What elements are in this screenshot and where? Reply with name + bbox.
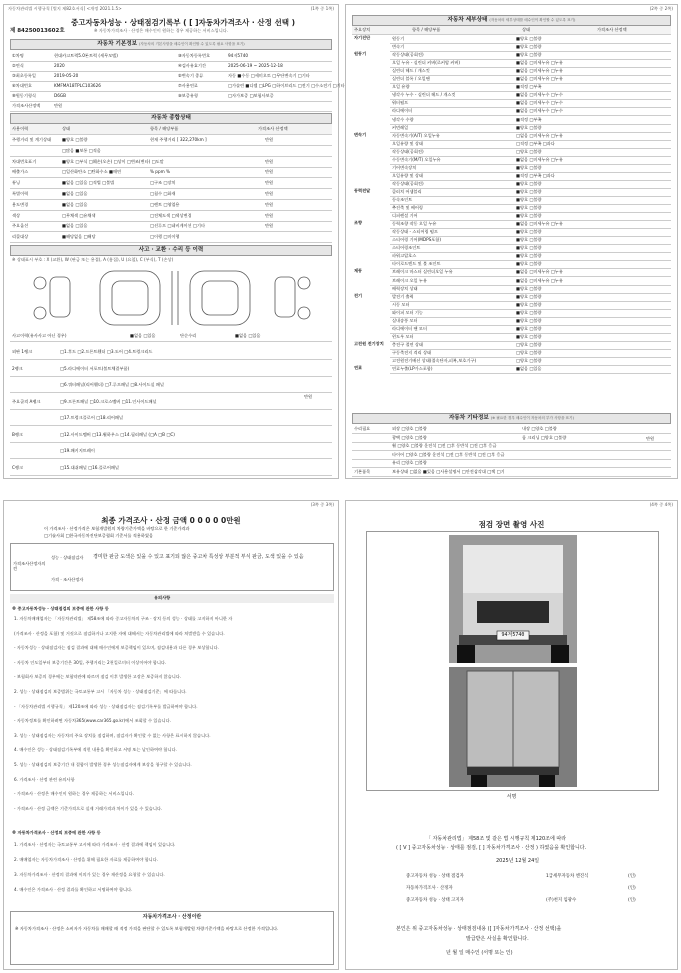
detail-state: ■없음 □미세누유 □누유 (516, 221, 563, 227)
col-device: 주요장치 (354, 27, 371, 32)
detail-state: ■양호 □불량 (516, 309, 542, 315)
appraiser-label: 가격 · 조사산정자 (51, 577, 84, 582)
overview-status: ■양호 □불량 (62, 137, 88, 142)
detail-part: 기어변속장치 (392, 164, 417, 170)
detail-part: 자동변속기(A/T) 오일누유 (392, 132, 440, 138)
detail-state: ■적정 □부족 □과다 (516, 172, 555, 178)
detail-group-label: 제동 (354, 268, 363, 274)
page-number: (3쪽 중 3쪽) (310, 502, 334, 507)
detail-part: 원동기 (392, 36, 405, 41)
col-status: 상태 (62, 126, 71, 131)
overview-price: 만원 (265, 201, 274, 207)
overview-price: 만원 (265, 137, 274, 142)
overview-item: □이행 □미이행 (150, 234, 180, 240)
detail-group-label: 원동기 (354, 51, 367, 57)
detail-state: ■적정 □부족 (516, 84, 542, 90)
detail-state: ■없음 □미세누유 □누유 (516, 269, 563, 275)
detail-state: ■양호 □불량 (516, 285, 542, 291)
detail-state: ■양호 □불량 (516, 180, 542, 186)
detail-state: ■양호 □불량 (516, 36, 542, 41)
rank-items: □15.대쉬패널 □16.플로어패널 (60, 464, 119, 470)
other-info-key: 수리필요 (354, 426, 371, 431)
detail-state: ■양호 □불량 (516, 229, 542, 235)
overview-title: 자동차 종합상태 (151, 115, 191, 121)
truck-front-image (449, 535, 577, 663)
page-title: 중고자동차성능 · 상태점검기록부 ( [ ]자동차가격조사 · 산정 선택 ) (70, 18, 296, 27)
detail-part: 클러치 어셈블리 (392, 188, 422, 194)
license-plate: 94저5740 (501, 632, 525, 638)
detail-state: □양호 □불량 (516, 349, 542, 355)
detail-title: 자동차 세부상태 (447, 17, 488, 23)
basic-info-value: D6GB (54, 93, 67, 98)
detail-state: ■없음 □미세누유 □누유 (516, 156, 563, 162)
price-explain-title: 자동차가격조사 · 산정이란 (142, 914, 202, 920)
detail-state: ■양호 □불량 (516, 325, 542, 331)
detail-state: ■없음 □미세누유 □누유 (516, 76, 563, 82)
detail-part: 발전기 출력 (392, 293, 414, 299)
detail-state: ■양호 □불량 (516, 261, 542, 267)
notice-item: 3. 성능 · 상태점검자는 자동차의 주요 장치를 점검하며, 점검자가 확인할 수 없는 사항은 표시하지 않습니다. (14, 732, 211, 738)
notice-title: 유의사항 (154, 595, 171, 600)
opinion-box (10, 543, 334, 591)
basic-info-key: ⑥차대번호 (12, 83, 32, 88)
other-info-a: 유리 □양호 □불량 (392, 460, 427, 466)
detail-state: ■양호 □불량 (516, 188, 542, 194)
overview-item: 현재 주행거리 [ 322,270km ] (150, 137, 207, 142)
accident-value: ■없음 □있음 (130, 333, 156, 338)
notice-item: 5. 성능 · 상태점검의 보증기간 내 결함이 발생한 경우 성능점검자에게 보상을 청구할 수 있습니다. (14, 762, 192, 767)
col-usage: 사용이력 (12, 126, 29, 131)
other-info-key: 기본품목 (354, 469, 371, 474)
notice-item: 6. 가격조사 · 산정 관련 유의사항 (14, 776, 75, 782)
overview-key: 튜닝 (12, 180, 21, 186)
detail-part: 라디에이터 (392, 108, 413, 114)
overview-key: 용도변경 (12, 201, 29, 207)
detail-group-label: 동력전달 (354, 187, 371, 193)
detail-group-label: 변속기 (354, 131, 367, 137)
detail-state: ■양호 □불량 (516, 237, 542, 243)
overview-price: 만원 (265, 158, 274, 164)
price-notice-title: ※ 자동차가격조사 · 산정의 보증에 관한 사항 등 (12, 830, 101, 835)
notice-item: - 자동차 인도일부터 보증기간은 30일, 주행거리는 2천킬로미터 이상이어야 합니다. (14, 659, 167, 665)
detail-part: 냉각수 수량 (392, 116, 414, 122)
detail-part: 실린더 헤드 / 개스킷 (392, 68, 430, 74)
detail-part: 오일 유량 (392, 84, 410, 90)
overview-status: ■없음 □있음 (62, 191, 88, 196)
overview-item: □침수 □화재 (150, 191, 176, 196)
signer-name: (주)천지 임광수 (546, 898, 577, 903)
page-1-header (8, 7, 334, 12)
detail-state: ■양호 □불량 (516, 164, 542, 170)
rank-row (10, 461, 332, 476)
overview-row (10, 167, 332, 178)
other-info-b: 룸 크리닝 □양호 □불량 (522, 434, 567, 440)
rank-row (10, 378, 332, 393)
basic-info-key: 가격조사산정액 (12, 103, 41, 108)
overview-key: 배출가스 (12, 169, 29, 175)
detail-part: 작동상태(공회전) (392, 52, 424, 58)
opinion-label: 가격조사산정자의견 (13, 561, 46, 571)
price-explain-text: ※ 자동차가격조사 · 산정은 소비자가 자동차를 매매할 때 적정 가격을 판단할 수 있도록 보험개발원 차량기준가액을 바탕으로 산정한 가격입니다. (15, 926, 279, 931)
overview-status: ■없음 □있음 (62, 223, 88, 229)
detail-note: (자동차의 세부상태를 매수인이 확인할 수 있도록 표기) (489, 18, 576, 22)
rank-row (10, 444, 332, 459)
basic-info-value: 만원 (54, 103, 63, 108)
detail-state: ■없음 □미세누수 □누수 (516, 100, 563, 106)
overview-row (10, 146, 332, 157)
detail-group-label: 전기 (354, 292, 363, 298)
basic-info-title: 자동차 기본정보 (97, 41, 138, 47)
page-4 (345, 500, 678, 970)
basic-info-key: ②연식 (12, 63, 24, 68)
price-notice-item: 1. 가격조사 · 산정자는 국토교통부 고시에 따라 가격조사 · 산정 결과에 책임이 있습니다. (14, 842, 176, 847)
detail-part: 디퍼렌셜 기어 (392, 213, 418, 219)
detail-state: ■양호 □불량 (516, 333, 542, 339)
col-part: 항목 / 해당부품 (412, 27, 441, 32)
other-info-a: 타이어 □양호 □불량 운전석 □전 □후 동반석 □전 □후 응급 (392, 451, 505, 457)
detail-state: ■없음 □미세누수 □누수 (516, 108, 563, 114)
rank-items: □6.쿼터패널(리어휀더) □7.루프패널 □8.사이드실 패널 (60, 382, 164, 387)
notice-item: - 자동차성능 · 상태점검자는 점검 결과에 대해 매수인에게 보증책임이 있으며, 점검내용과 다른 경우 보상합니다. (14, 645, 219, 651)
notice-bar (10, 594, 334, 603)
buyer-confirm-1: 본인은 위 중고자동차성능 · 상태점검내용 ([ ]자동차가격조사 · 산정 선택)을 (396, 926, 562, 932)
rank-label: B랭크 (12, 431, 23, 437)
detail-header-row (352, 26, 671, 35)
detail-group-label: 고전원 전기장치 (354, 340, 384, 346)
detail-part: 오일유량 및 상태 (392, 140, 423, 146)
detail-part: 작동상태(공회전) (392, 148, 424, 154)
rank-row (10, 411, 332, 426)
detail-part: 커먼레일 (392, 124, 409, 130)
buyer-confirm-2: 발급받은 사실을 확인합니다. (466, 936, 529, 942)
detail-state: ■양호 □불량 (516, 253, 542, 259)
status-code-note: ※ 상태표시 부호 : X (교환), W (판금 또는 용접), A (흠집), U (요철), C (부식), T (손상) (12, 257, 174, 262)
basic-info-key: ③최초등록일 (12, 73, 36, 78)
overview-key: 특별이력 (12, 191, 29, 196)
declaration-line-2: ( [ V ] 중고자동차성능 · 상태를 점검, [ ] 자동차가격조사 · 산정 ) 하였음을 확인합니다. (396, 845, 587, 851)
notice-item: 4. 매수인은 성능 · 상태점검기록부에 적힌 내용을 확인하고 서명 또는 날인하여야 합니다. (14, 747, 177, 753)
notice-item: - 자동차정보를 확인하려면 자동차365(www.car365.go.kr)에서 조회할 수 있습니다. (14, 718, 171, 724)
detail-part: 수동변속기(M/T) 오일누유 (392, 156, 441, 162)
rank-label: C랭크 (12, 464, 24, 470)
detail-state: ■없음 □있음 (516, 366, 542, 372)
notice-item: - 보험회사 보증의 경우에는 보험약관에 따르며 점검 이후 발생한 고장은 보증하지 않습니다. (14, 674, 182, 680)
page-number: (2쪽 중 2쪽) (649, 6, 673, 11)
signature-label: 서명 (506, 794, 517, 800)
overview-row (10, 189, 332, 200)
detail-state: □양호 □불량 (516, 341, 542, 347)
signer-seal: (인) (628, 898, 636, 903)
detail-part: 실내송풍 모터 (392, 317, 418, 323)
price-notice-item: 3. 자동차가격조사 · 산정의 결과에 이의가 있는 경우 재산정을 요청할 수 있습니다. (14, 872, 165, 877)
rank-row (10, 345, 332, 360)
price-notice-item: 2. 매매업자는 자동차가격조사 · 산정을 위해 필요한 자료를 제공하여야 합니다. (14, 857, 159, 862)
notice-item: 1. 자동차매매업자는 「자동차관리법」 제58조에 따라 중고자동차의 구조 · 장치 등의 성능 · 상태를 고지하지 아니한 자 (14, 616, 233, 621)
page-3 (3, 500, 339, 970)
col-price: 가격조사 산정액 (258, 126, 288, 131)
basic-info-value: 2020 (54, 63, 65, 68)
detail-state: ■양호 □불량 (516, 317, 542, 323)
detail-state: ■양호 □불량 (516, 245, 542, 251)
col-state: 상태 (522, 27, 531, 32)
final-price-sub1: 이 가격조사 · 산정가격은 보험개발원의 차량기준가액을 바탕으로 한 기준가격과 (44, 526, 190, 531)
simple-repair-label: 단순수리 (180, 333, 197, 338)
detail-state: ■없음 □미세누유 □누유 (516, 68, 563, 74)
detail-part: 동력조향 작동 오일 누유 (392, 221, 437, 227)
inspector-label: 성능 · 상태점검자 (51, 555, 84, 560)
detail-part: 라디에이터 팬 모터 (392, 325, 428, 331)
signer-role: 중고자동차 성능 · 상태 점검자 (406, 874, 464, 879)
detail-part: 타이로드엔드 및 볼 조인트 (392, 261, 441, 267)
other-info-b: 내장 □양호 □불량 (522, 426, 557, 431)
rank-price: 만원 (304, 394, 313, 399)
detail-part: 파워고압호스 (392, 253, 417, 259)
signer-name: 1급세무자동차 엔진식 (546, 874, 589, 879)
overview-row (10, 135, 332, 146)
detail-part: 실린더 블록 / 오일팬 (392, 76, 430, 82)
overview-status: □무채색 □유채색 (62, 212, 96, 218)
accident-history-row (10, 331, 332, 342)
detail-part: 배력장치 상태 (392, 285, 418, 291)
detail-part: 워터펌프 (392, 100, 409, 106)
basic-info-note: (자동차의 기본사항을 매수인이 확인할 수 있도록 필요 사항을 표기) (139, 42, 245, 46)
rank-items: □9.프론트패널 □10.크로스멤버 □11.인사이드패널 (60, 398, 157, 404)
signer-seal: (인) (628, 874, 636, 879)
rank-items: □17.트렁크플로어 □18.리어패널 (60, 415, 124, 420)
overview-status: ■없음 □있음 □적법 □불법 (62, 180, 115, 186)
col-item: 항목 / 해당부품 (150, 126, 179, 131)
detail-group-label: 자기진단 (354, 35, 371, 40)
truck-rear-image (449, 667, 577, 787)
detail-part: 오일유량 및 상태 (392, 172, 423, 178)
overview-item: □렌트 □영업용 (150, 201, 180, 207)
exterior-title: 사고 · 교환 · 수리 등 이력 (138, 247, 204, 253)
other-info-section (352, 413, 671, 424)
overview-status: ■양호 □부식 □훼손(오손) □상이 □변조(변타) □도말 (62, 158, 164, 164)
overview-key: 리콜대상 (12, 234, 29, 240)
rank-row (10, 362, 332, 377)
signer-role: 중고자동차 성능 · 상태 고지자 (406, 898, 464, 903)
detail-part: 작동상태(공회전) (392, 180, 424, 186)
overview-section (10, 113, 332, 124)
detail-part: 구동축전지 격리 상태 (392, 349, 432, 355)
detail-state: □양호 □불량 (516, 358, 542, 363)
detail-part: 변속기 (392, 44, 405, 50)
other-info-a: 휠 □양호 □불량 운전석 □전 □후 동반석 □전 □후 응급 (392, 443, 497, 449)
price-explain-box (10, 911, 334, 965)
buyer-sign-line: 년 월 일 매수인 (서명 또는 인) (446, 950, 513, 956)
col-price: 가격조사 산정액 (597, 27, 627, 32)
rank-items: □19.패키지트레이 (60, 448, 95, 453)
detail-section (352, 15, 671, 26)
basic-info-value: KMFMA18TPLC103626 (54, 83, 101, 88)
overview-item: % ppm % (150, 169, 171, 175)
simple-repair-value: ■없음 □있음 (235, 333, 261, 338)
other-info-a: 보유상태 □없음 ■있음 □사용설명서 □안전삼각대 □잭 □기 (392, 469, 505, 474)
overview-row (10, 211, 332, 222)
rank-items: □12.사이드멤버 □13.휠하우스 □14.필러패널 (□A □B □C) (60, 431, 175, 437)
detail-state: ■양호 □불량 (516, 293, 542, 299)
signer-role: 자동차가격조사 · 산정자 (406, 886, 453, 891)
header-note: ※ 자동차가격조사 · 산정은 매수인이 원하는 경우 제공하는 서비스입니다. (94, 28, 229, 33)
detail-part: 오일 누유 - 실린더 커버(로커암 커버) (392, 60, 461, 66)
price-notice-item: 4. 매수인은 가격조사 · 산정 결과를 확인하고 서명하여야 합니다. (14, 887, 133, 892)
basic-info-section (10, 39, 332, 50)
page-number: (4쪽 중 4쪽) (649, 502, 673, 507)
page-number: (1쪽 중 1쪽) (310, 6, 334, 11)
detail-state: □없음 □미세누유 □누유 (516, 132, 563, 138)
rank-label: 2랭크 (12, 365, 23, 371)
detail-part: 브레이크 오일 누유 (392, 277, 428, 283)
detail-part: 추진축 및 베어링 (392, 205, 423, 211)
overview-price: 만원 (265, 180, 274, 186)
basic-info-key-2: ⑦사용연료 (178, 83, 198, 88)
notice-item: - 가격조사 · 산정은 매수인이 원하는 경우 제공하는 서비스입니다. (14, 791, 134, 797)
detail-part: 브레이크 마스터 실린더오일 누유 (392, 269, 453, 275)
basic-info-key-2: ⑤변속기 종류 (178, 73, 204, 78)
basic-info-value: 2019-05-20 (54, 73, 79, 78)
other-info-row (352, 468, 671, 477)
detail-part: 고전원전기배선 상태(접속단자,피복,보호기구) (392, 358, 477, 363)
detail-part: 윈도우 모터 (392, 333, 414, 339)
notice-item: (가격조사 · 산정을 포함) 및 거짓으로 점검하거나 고지한 자에 대해서는 자동차관리법에 따라 처벌받을 수 있습니다. (14, 630, 225, 636)
basic-info-key-2: ⑨보증유형 (178, 93, 198, 98)
overview-key: 색상 (12, 212, 21, 218)
detail-part: 시동 모터 (392, 301, 410, 307)
overview-price: 만원 (265, 223, 274, 229)
detail-part: 스티어링 기어(MDPS포함) (392, 237, 441, 243)
declaration-line-1: 「 자동차관리법」 제58조 및 같은 법 시행규칙 제120조에 따라 (426, 836, 567, 842)
notice-item: - 「자동차관리법 시행규칙」 제120조에 따라 성능 · 상태점검자는 점검기록부를 발급하여야 합니다. (14, 703, 198, 709)
signer-seal: (인) (628, 886, 636, 891)
detail-part: 연료누출(LP가스포함) (392, 366, 433, 372)
exterior-section (10, 245, 332, 256)
detail-state: ■양호 □불량 (516, 301, 542, 307)
opinion-text: 경미한 판금 도색은 있을 수 있고 표기되 않은 중고차 특성상 부분적 부식 판금, 도색 있을 수 있음 (93, 554, 304, 560)
detail-part: 작동상태 - 스티어링 펌프 (392, 229, 438, 235)
basic-info-key: ①차명 (12, 53, 24, 58)
overview-price: 만원 (265, 191, 274, 196)
detail-part: 와이퍼 모터 기능 (392, 309, 423, 315)
rank-label: 주요골격 A랭크 (12, 398, 41, 404)
overview-row (10, 232, 332, 243)
overview-row (10, 157, 332, 168)
detail-group-label: 연료 (354, 365, 363, 371)
overview-header-row (10, 124, 332, 135)
final-price-title: 최종 가격조사 · 산정 금액 0 0 0 0 0만원 (101, 516, 241, 525)
detail-state: ■양호 □불량 (516, 197, 542, 202)
basic-info-value-2: 94저5740 (228, 53, 249, 58)
detail-part: 냉각수 누수 - 실린더 헤드 / 개스킷 (392, 92, 456, 98)
basic-info-value-2: 자동 ■수동 □세미오토 □무단변속기 □기타 (228, 73, 310, 78)
declaration-date: 2025년 12월 24일 (496, 858, 540, 864)
detail-state: ■양호 □불량 (516, 124, 542, 130)
detail-state: ■없음 □미세누유 □누유 (516, 60, 563, 66)
other-info-note: (※ 필요한 경우 매수인이 자동차의 부가 사항을 표기) (490, 416, 574, 420)
detail-state: ■양호 □불량 (516, 205, 542, 211)
other-info-a: 광택 □양호 □불량 (392, 434, 427, 440)
detail-state: ■적정 □부족 (516, 116, 542, 122)
overview-key: 차대번호표기 (12, 158, 37, 164)
overview-item: □전체도색 □색상변경 (150, 212, 192, 218)
basic-info-row (10, 101, 332, 112)
car-diagram (10, 267, 334, 329)
rank-label: 외판 1랭크 (12, 349, 33, 354)
overview-item: □구조 □장치 (150, 180, 176, 186)
detail-state: ■양호 □불량 (516, 213, 542, 219)
rank-row (10, 428, 332, 443)
overview-status: ■해당없음 □해당 (62, 234, 96, 240)
basic-info-value-2: □가솔린 ■디젤 □LPG □하이브리드 □전기 □수소전기 □기타 (228, 83, 345, 88)
basic-info-key-2: ④검사유효기간 (178, 63, 207, 68)
basic-info-value: 현대카고트럭5.0톤트럭 (세무모델) (54, 53, 118, 58)
detail-state: □적정 □부족 □과다 (516, 140, 555, 146)
overview-key: 주요옵션 (12, 223, 29, 229)
other-info-title: 자동차 기타정보 (449, 415, 489, 421)
rank-items: □1.후드 □2.프론트휀더 □3.도어 □4.트렁크리드 (60, 349, 153, 354)
detail-state: □양호 □불량 (516, 148, 542, 154)
overview-status: □일산화탄소 □탄화수소 ■매연 (62, 169, 122, 175)
overview-row (10, 221, 332, 232)
overview-status: ■없음 □있음 (62, 201, 88, 207)
detail-group-label: 조향 (354, 220, 363, 226)
form-reference: 자동차관리법 시행규칙 [별지 제82호서식] <개정 2021.1.5> (8, 6, 122, 11)
other-info-price: 만원 (646, 436, 655, 441)
detail-part: 등속조인트 (392, 197, 413, 202)
detail-state: ■양호 □불량 (516, 52, 542, 58)
detail-part: 충전구 절연 상태 (392, 341, 423, 347)
final-price-sub2: □기술사회 □한국자동차진단보증협회 기준서를 적용하였음 (44, 533, 153, 538)
accident-label: 사고이력(유사사고 아닌 경우) (12, 333, 67, 338)
notice-item: - 가격조사 · 산정 금액은 기준가격으로 실제 거래가격과 차이가 있을 수 있습니다. (14, 805, 163, 811)
truck-front-photo (449, 535, 577, 663)
basic-info-key-2: ⑩자동차등록번호 (178, 53, 211, 58)
overview-key: 주행거리 및 계기상태 (12, 137, 52, 142)
other-info-a: 외장 □양호 □불량 (392, 426, 427, 431)
basic-info-value-2: 2025-06-19 ~ 2025-12-18 (228, 63, 283, 68)
basic-info-value-2: □자가보증 □보험사보증 (228, 93, 274, 98)
overview-price: 만원 (265, 169, 274, 175)
notice-subtitle: ※ 중고자동차성능 · 상태점검의 보증에 관한 사항 등 (12, 606, 109, 611)
page-1 (3, 4, 345, 479)
car-outline-drawing (10, 267, 334, 329)
rank-row (10, 395, 332, 410)
overview-row (10, 178, 332, 189)
detail-part: 스티어링조인트 (392, 245, 421, 251)
rank-items: □5.라디에이터 서포트(볼트체결부품) (60, 365, 130, 371)
page-2 (345, 4, 678, 479)
detail-state: ■없음 □미세누수 □누수 (516, 92, 563, 98)
overview-status: □많음 ■보통 □적음 (62, 147, 101, 153)
certificate-number: 제 84250013602호 (10, 28, 65, 34)
overview-price: 만원 (265, 212, 274, 218)
photo-title: 점검 장면 촬영 사진 (478, 520, 545, 529)
detail-row (390, 365, 671, 374)
truck-rear-photo (449, 667, 577, 787)
overview-row (10, 200, 332, 211)
notice-item: 2. 성능 · 상태점검의 보증범위는 국토교통부 고시 「자동차 성능 · 상태점검기준」에 따릅니다. (14, 689, 187, 694)
overview-item: □선루프 □네비게이션 □기타 (150, 223, 205, 229)
basic-info-key: ⑧원동기형식 (12, 93, 36, 98)
detail-state: ■없음 □미세누유 □누유 (516, 277, 563, 283)
detail-state: ■양호 □불량 (516, 44, 542, 50)
